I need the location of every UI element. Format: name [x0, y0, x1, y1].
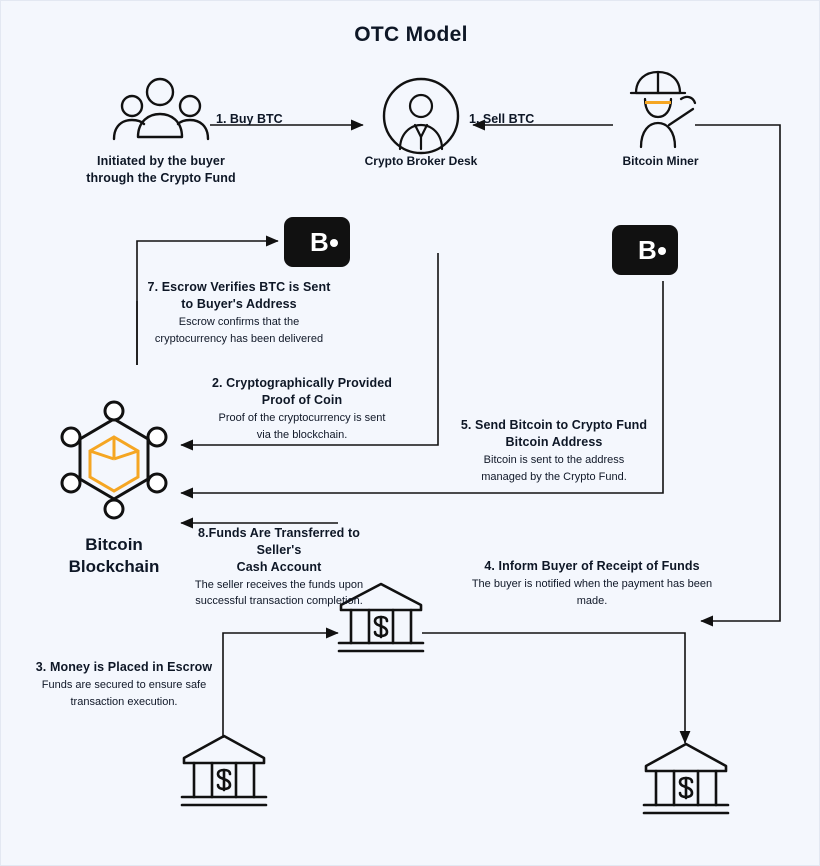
- flow-label-sell-btc: 1. Sell BTC: [469, 112, 535, 126]
- step-7-sub-line1: The seller receives the funds upon: [194, 578, 364, 591]
- step-5-label: [454, 417, 654, 484]
- step-3-sub-line1: Funds are secured to ensure safe: [41, 678, 207, 691]
- buyers-label: [76, 153, 246, 187]
- miner-label: Bitcoin Miner: [622, 154, 699, 168]
- step-3-label: [24, 659, 224, 710]
- step-6-label: [141, 279, 337, 346]
- step-8-label: [456, 661, 698, 663]
- blockchain-label-line2: Blockchain: [68, 557, 160, 577]
- step-4-label: [444, 558, 740, 609]
- step-2-sub-line2: via the blockchain.: [256, 428, 348, 441]
- step-5-heading-line1: 5. Send Bitcoin to Crypto Fund: [460, 418, 648, 432]
- page-title: OTC Model: [354, 23, 468, 46]
- step-5-sub-line1: Bitcoin is sent to the address: [483, 453, 625, 466]
- buyers-group-icon: [105, 73, 215, 143]
- bitcoin-miner-icon: [623, 69, 697, 149]
- step-6-sub-line2: cryptocurrency has been delivered: [154, 332, 324, 345]
- step-3-sub-line2: transaction execution.: [70, 695, 178, 708]
- step-4-sub-line1: The buyer is notified when the payment has been: [471, 577, 713, 590]
- step-7-sub-line2: successful transaction completion.: [195, 595, 363, 608]
- svg-text:B: B: [310, 227, 329, 257]
- step-2-sub-line1: Proof of the cryptocurrency is sent: [218, 411, 386, 424]
- buyers-label-line2: through the Crypto Fund: [86, 170, 236, 185]
- step-7-heading-line2: Cash Account: [236, 559, 322, 574]
- crypto-broker-desk-icon: [382, 77, 460, 155]
- broker-label: Crypto Broker Desk: [364, 154, 478, 168]
- step-2-heading-line2: Proof of Coin: [261, 392, 343, 407]
- step-7-label: [181, 525, 377, 611]
- step-7-heading-line1: 8.Funds Are Transferred to Seller's: [198, 526, 360, 557]
- bitcoin-wallet-icon-right: [610, 221, 680, 277]
- buyer-bank-icon: [178, 731, 270, 813]
- bitcoin-wallet-icon-left: [282, 213, 352, 269]
- step-6-heading-line1: 7. Escrow Verifies BTC is Sent: [147, 280, 331, 294]
- buyers-label-line1: Initiated by the buyer: [97, 154, 225, 168]
- step-5-heading-line2: Bitcoin Address: [505, 434, 603, 449]
- bitcoin-blockchain-icon: [53, 397, 175, 529]
- step-2-heading-line1: 2. Cryptographically Provided: [211, 376, 393, 390]
- step-4-sub-line2: made.: [576, 594, 608, 607]
- blockchain-label-line1: Bitcoin: [85, 535, 143, 554]
- step-5-sub-line2: managed by the Crypto Fund.: [481, 470, 627, 483]
- step-2-label: [204, 375, 400, 442]
- step-6-heading-line2: to Buyer's Address: [181, 296, 297, 311]
- step-4-heading-line1: 4. Inform Buyer of Receipt of Funds: [484, 559, 700, 573]
- svg-text:B: B: [638, 235, 657, 265]
- step-6-sub-line1: Escrow confirms that the: [178, 315, 300, 328]
- blockchain-label: [39, 534, 189, 578]
- step-3-heading-line1: 3. Money is Placed in Escrow: [35, 660, 213, 674]
- flow-label-buy-btc: 1. Buy BTC: [216, 112, 283, 126]
- seller-bank-icon: [640, 739, 732, 821]
